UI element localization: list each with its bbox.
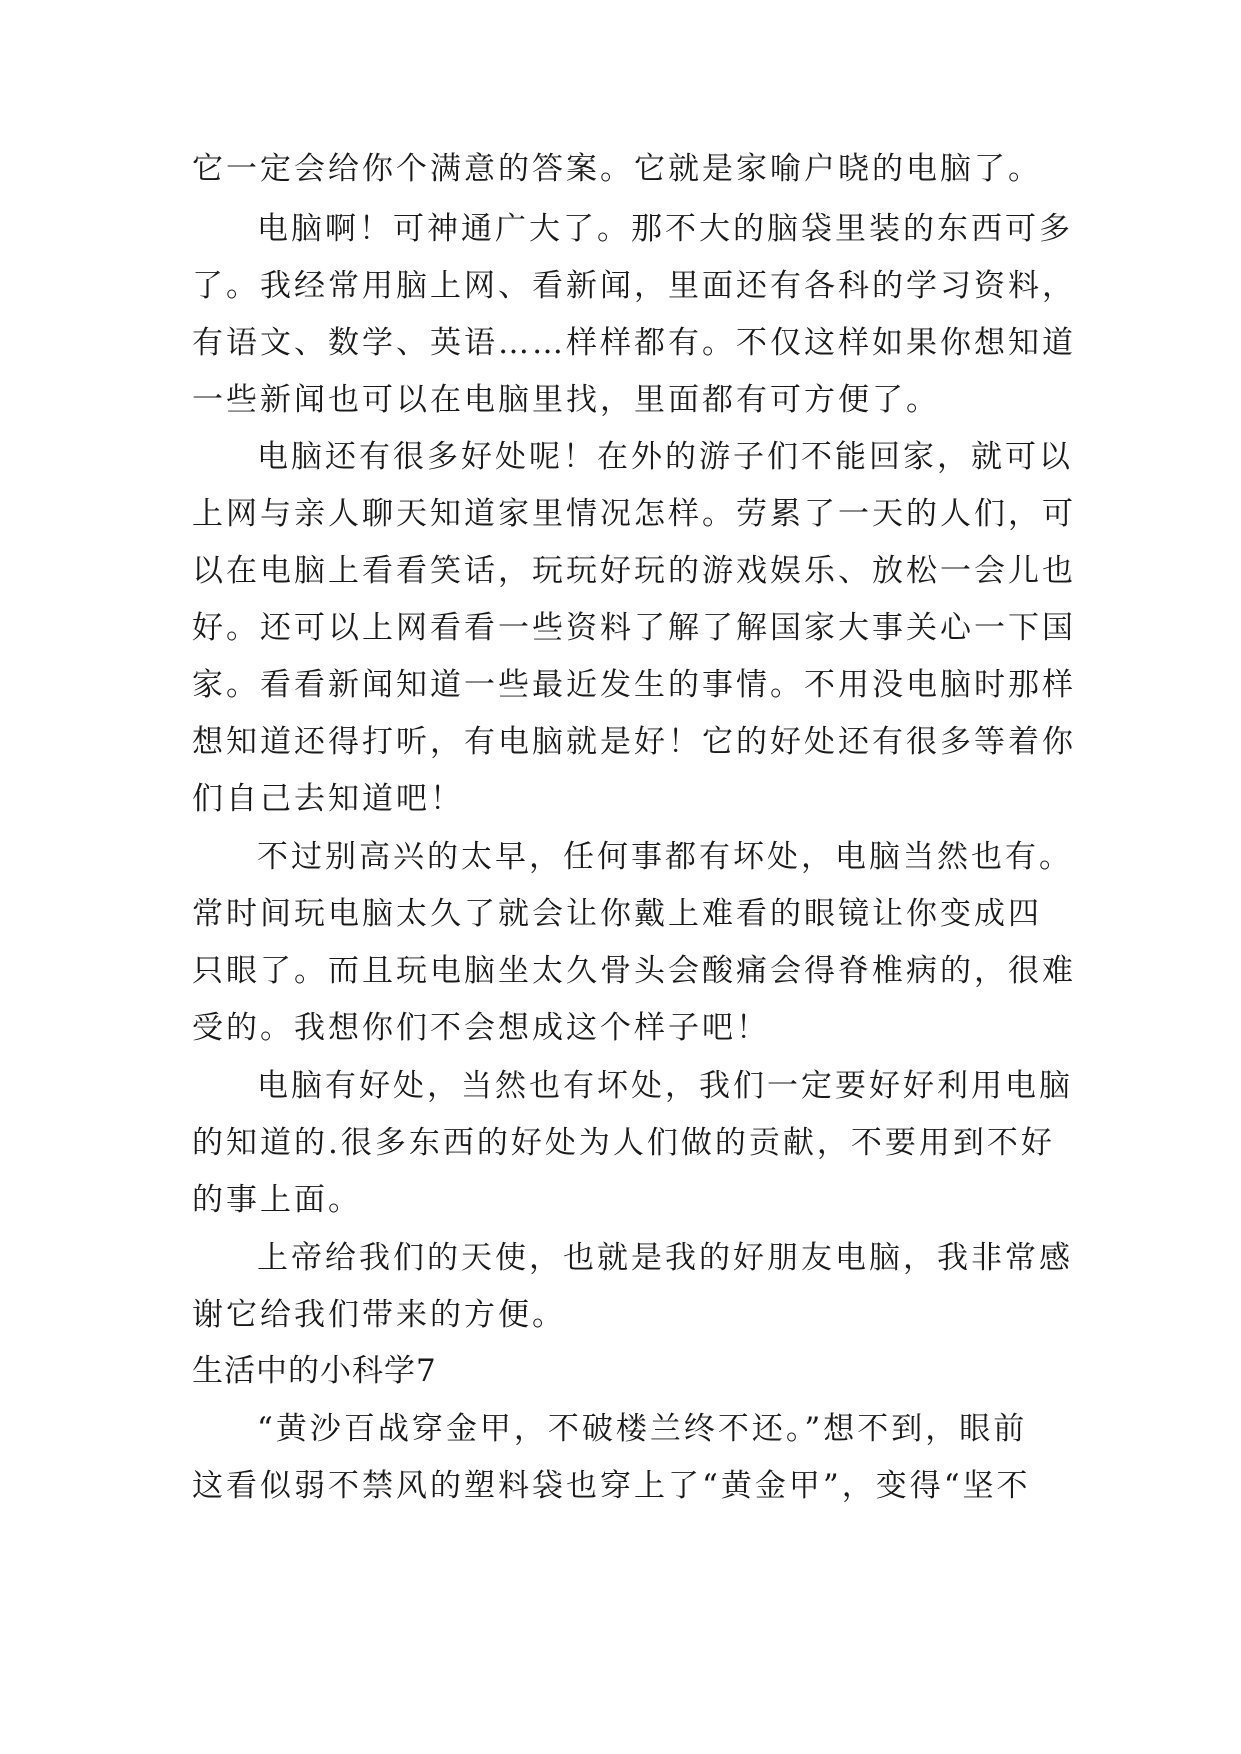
paragraph-start-line: 不过别高兴的太早，任何事都有坏处，电脑当然也有。 bbox=[257, 839, 1073, 875]
text-line: 受的。我想你们不会想成这个样子吧！ bbox=[192, 1010, 770, 1046]
text-line: 上网与亲人聊天知道家里情况怎样。劳累了一天的人们，可 bbox=[192, 496, 1076, 532]
text-line: 常时间玩电脑太久了就会让你戴上难看的眼镜让你变成四 bbox=[192, 896, 1042, 932]
paragraph-start-line: 电脑还有很多好处呢！在外的游子们不能回家，就可以 bbox=[257, 439, 1073, 475]
text-line: 好。还可以上网看看一些资料了解了解国家大事关心一下国 bbox=[192, 610, 1076, 646]
text-line: 们自己去知道吧！ bbox=[192, 781, 464, 817]
text-line: 只眼了。而且玩电脑坐太久骨头会酸痛会得脊椎病的，很难 bbox=[192, 953, 1076, 989]
text-line: 的事上面。 bbox=[192, 1182, 362, 1218]
text-line: 谢它给我们带来的方便。 bbox=[192, 1297, 566, 1333]
text-line: 它一定会给你个满意的答案。它就是家喻户晓的电脑了。 bbox=[192, 151, 1042, 187]
text-line: 以在电脑上看看笑话，玩玩好玩的游戏娱乐、放松一会儿也 bbox=[192, 553, 1076, 589]
text-line: 一些新闻也可以在电脑里找，里面都有可方便了。 bbox=[192, 382, 940, 418]
paragraph-start-line: “黄沙百战穿金甲，不破楼兰终不还。”想不到，眼前 bbox=[257, 1411, 1028, 1447]
paragraph-start-line: 电脑啊！可神通广大了。那不大的脑袋里装的东西可多 bbox=[257, 211, 1073, 247]
section-heading: 生活中的小科学7 bbox=[192, 1353, 437, 1389]
text-line: 了。我经常用脑上网、看新闻，里面还有各科的学习资料， bbox=[192, 268, 1076, 304]
text-line: 的知道的.很多东西的好处为人们做的贡献，不要用到不好 bbox=[192, 1125, 1055, 1161]
paragraph-start-line: 电脑有好处，当然也有坏处，我们一定要好好利用电脑 bbox=[257, 1068, 1073, 1104]
text-line: 想知道还得打听，有电脑就是好！它的好处还有很多等着你 bbox=[192, 724, 1076, 760]
paragraph-start-line: 上帝给我们的天使，也就是我的好朋友电脑，我非常感 bbox=[257, 1240, 1073, 1276]
text-line: 家。看看新闻知道一些最近发生的事情。不用没电脑时那样 bbox=[192, 667, 1076, 703]
text-line: 有语文、数学、英语……样样都有。不仅这样如果你想知道 bbox=[192, 325, 1076, 361]
text-line: 这看似弱不禁风的塑料袋也穿上了“黄金甲”，变得“坚不 bbox=[192, 1468, 1031, 1504]
